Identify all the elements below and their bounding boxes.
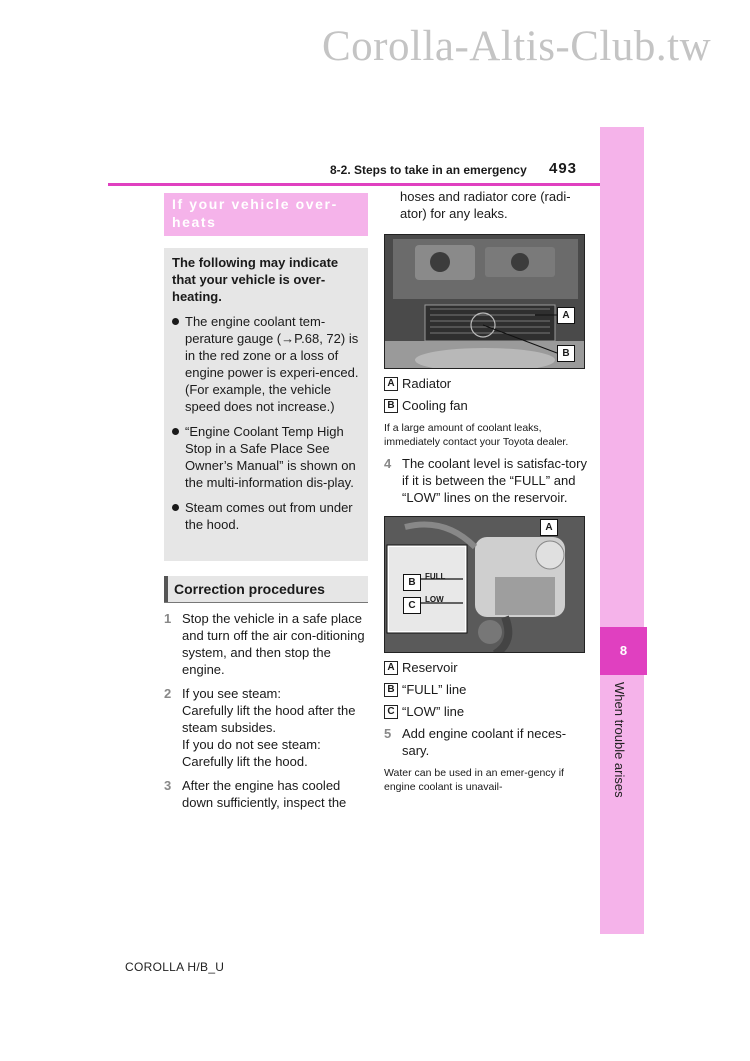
step-4 <box>384 455 588 506</box>
step-number: 5 <box>384 726 392 741</box>
chapter-side-tab <box>600 127 644 934</box>
engine-bay-illustration <box>385 235 585 369</box>
caption-text: “FULL” line <box>402 682 467 697</box>
step-5 <box>384 725 588 759</box>
note-water-emergency: Water can be used in an emer-gency if engine coolant is unavail- <box>384 767 564 793</box>
correction-rule <box>164 602 368 603</box>
step-number: 3 <box>164 778 172 793</box>
caption-radiator <box>384 375 588 392</box>
step-number: 4 <box>384 456 392 471</box>
callout-a: A <box>540 519 558 536</box>
caption-text: Cooling fan <box>402 398 468 413</box>
list-item: The engine coolant tem-perature gauge (→P.68, 72) is in the red zone or a loss of engine power is experi-enced. (For example, the vehicle speed does not increase.) <box>172 313 360 415</box>
low-mark-label: LOW <box>425 595 444 604</box>
caption-letter: A <box>384 377 398 391</box>
caption-text: Radiator <box>402 376 452 391</box>
step-3 <box>164 777 368 811</box>
callout-b: B <box>403 574 421 591</box>
caption-text: Reservoir <box>402 660 458 675</box>
note-coolant-leak: If a large amount of coolant leaks, immediately contact your Toyota dealer. <box>384 422 569 448</box>
caption-letter: C <box>384 705 398 719</box>
full-mark-label: FULL <box>425 572 446 581</box>
chapter-label: When trouble arises <box>612 682 627 798</box>
step-text: Stop the vehicle in a safe place and turn off the air con-ditioning system, and then stop the engine. <box>182 611 365 677</box>
step-3-continued: hoses and radiator core (radi-ator) for any leaks. <box>400 189 571 221</box>
callout-b: B <box>557 345 575 362</box>
callout-a: A <box>557 307 575 324</box>
caption-text: “LOW” line <box>402 704 465 719</box>
watermark: Corolla-Altis-Club.tw <box>322 23 712 70</box>
section-heading <box>164 193 368 236</box>
step-text: After the engine has cooled down sufficiently, inspect the <box>182 778 347 810</box>
section-heading-line: heats <box>172 214 217 230</box>
caption-reservoir <box>384 659 588 676</box>
header-rule <box>108 183 600 186</box>
overheat-intro: The following may indicate that your vehicle is over-heating. <box>172 255 339 304</box>
step-2 <box>164 685 368 770</box>
list-item: Steam comes out from under the hood. <box>172 499 360 533</box>
footer-model: COROLLA H/B_U <box>125 960 225 974</box>
step-text: Add engine coolant if neces-sary. <box>402 726 567 758</box>
step-text: Carefully lift the hood. <box>182 754 308 769</box>
caption-letter: B <box>384 399 398 413</box>
step-text: The coolant level is satisfac-tory if it is between the “FULL” and “LOW” lines on the reservoir. <box>402 456 587 505</box>
step-1 <box>164 610 368 678</box>
caption-letter: A <box>384 661 398 675</box>
right-column <box>384 188 588 794</box>
step-text: Carefully lift the hood after the steam subsides. <box>182 703 356 735</box>
caption-cooling-fan <box>384 397 588 414</box>
step-text: If you do not see steam: <box>182 737 321 752</box>
left-column <box>164 193 368 811</box>
callout-c: C <box>403 597 421 614</box>
step-number: 2 <box>164 686 172 701</box>
correction-heading: Correction procedures <box>164 576 368 602</box>
list-item: “Engine Coolant Temp High Stop in a Safe Place See Owner’s Manual” is shown on the multi-information dis-play. <box>172 423 360 491</box>
step-text: If you see steam: <box>182 686 281 701</box>
section-heading-line: If your vehicle over- <box>172 196 338 212</box>
page-number: 493 <box>549 160 578 177</box>
caption-letter: B <box>384 683 398 697</box>
section-title: 8-2. Steps to take in an emergency <box>330 163 527 177</box>
caption-full-line <box>384 681 588 698</box>
chapter-number: 8 <box>600 627 647 675</box>
engine-bay-photo <box>384 234 585 369</box>
reservoir-photo <box>384 516 585 653</box>
caption-low-line <box>384 703 588 720</box>
overheat-signs-box <box>164 248 368 561</box>
step-number: 1 <box>164 611 172 626</box>
